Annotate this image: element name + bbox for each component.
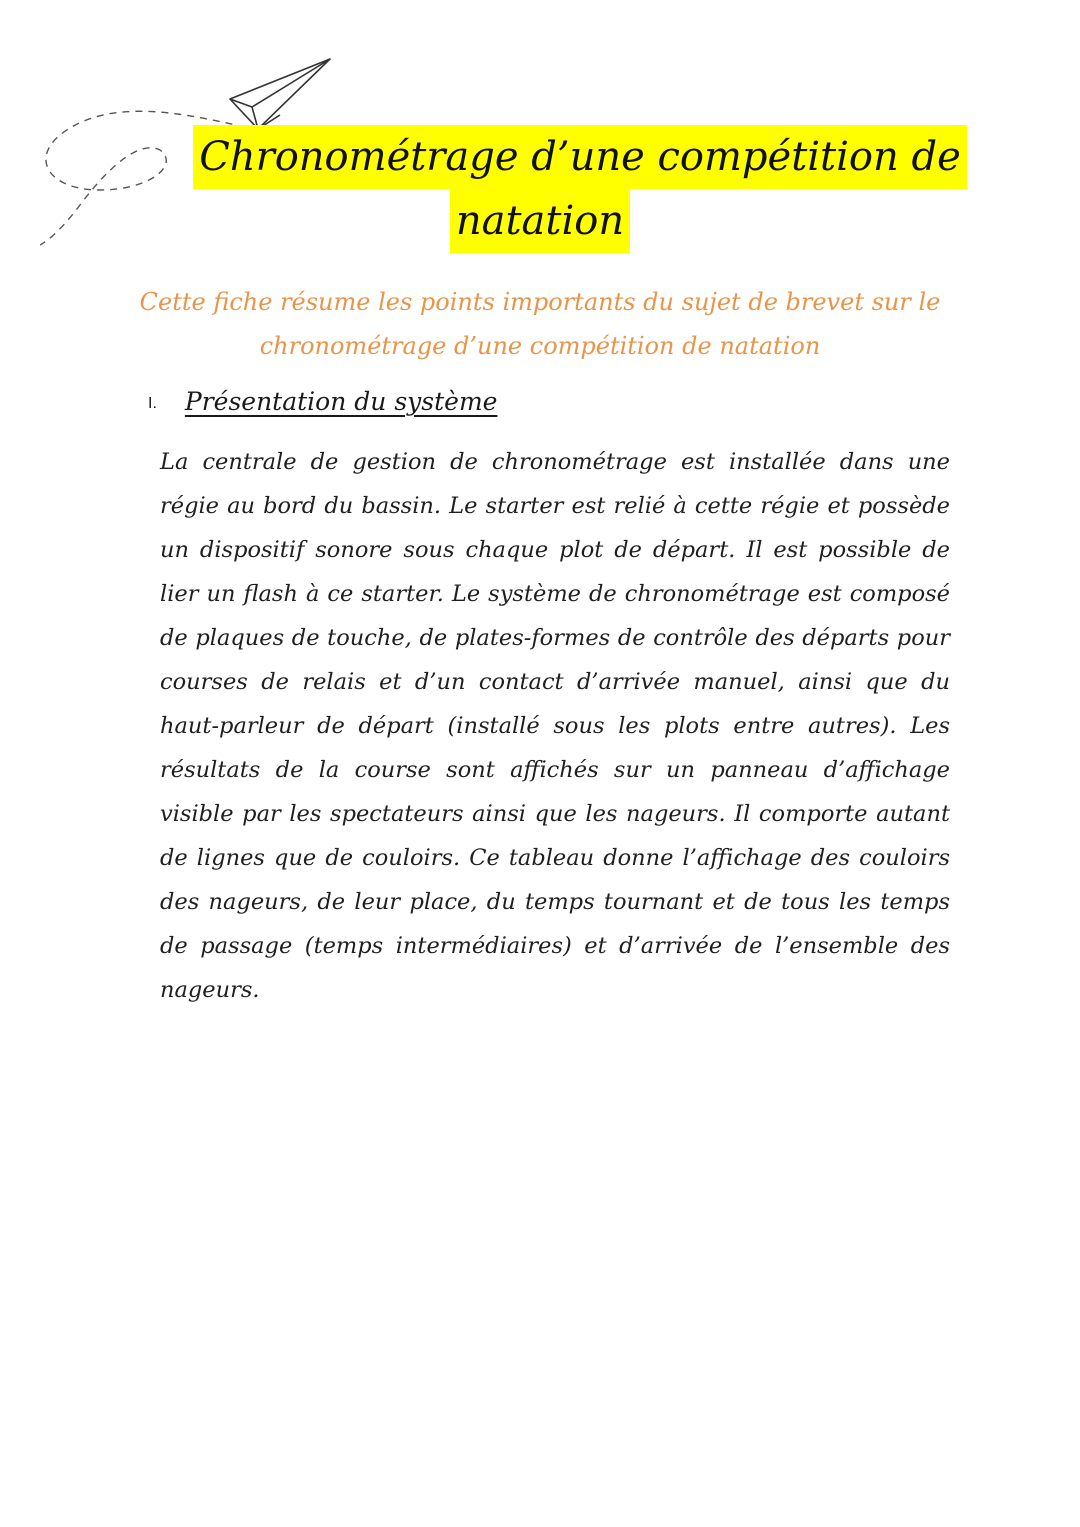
subtitle: Cette fiche résume les points importants du sujet de brevet sur le chronométrage d’une compétition de natation [139,288,941,360]
section-number: I. [148,394,157,412]
title-line-2: natation [450,189,630,253]
section-heading [148,382,497,424]
title-line-1: Chronométrage d’une compétition de [193,125,967,189]
page-title [0,125,1080,253]
section-title: Présentation du système [184,387,498,416]
section-body: La centrale de gestion de chronométrage est installée dans une régie au bord du bassin. Le starter est relié à cette régie et possède un dispositif sonore sous chaque plot de départ. Il est possible de lier un flash à ce starter. Le système de chronométrage est composé de plaques de touche, de plates-formes de contrôle des départs pour courses de relais et d’un contact d’arrivée manuel, ainsi que du haut-parleur de départ (installé sous les plots entre autres). Les résultats de la course sont affichés sur un panneau d’affichage visible par les spectateurs ainsi que les nageurs. Il comporte autant de lignes que de couloirs. Ce tableau donne l’affichage des couloirs des nageurs, de leur place, du temps tournant et de tous les temps de passage (temps intermédiaires) et d’arrivée de l’ensemble des nageurs. [160,449,950,1003]
